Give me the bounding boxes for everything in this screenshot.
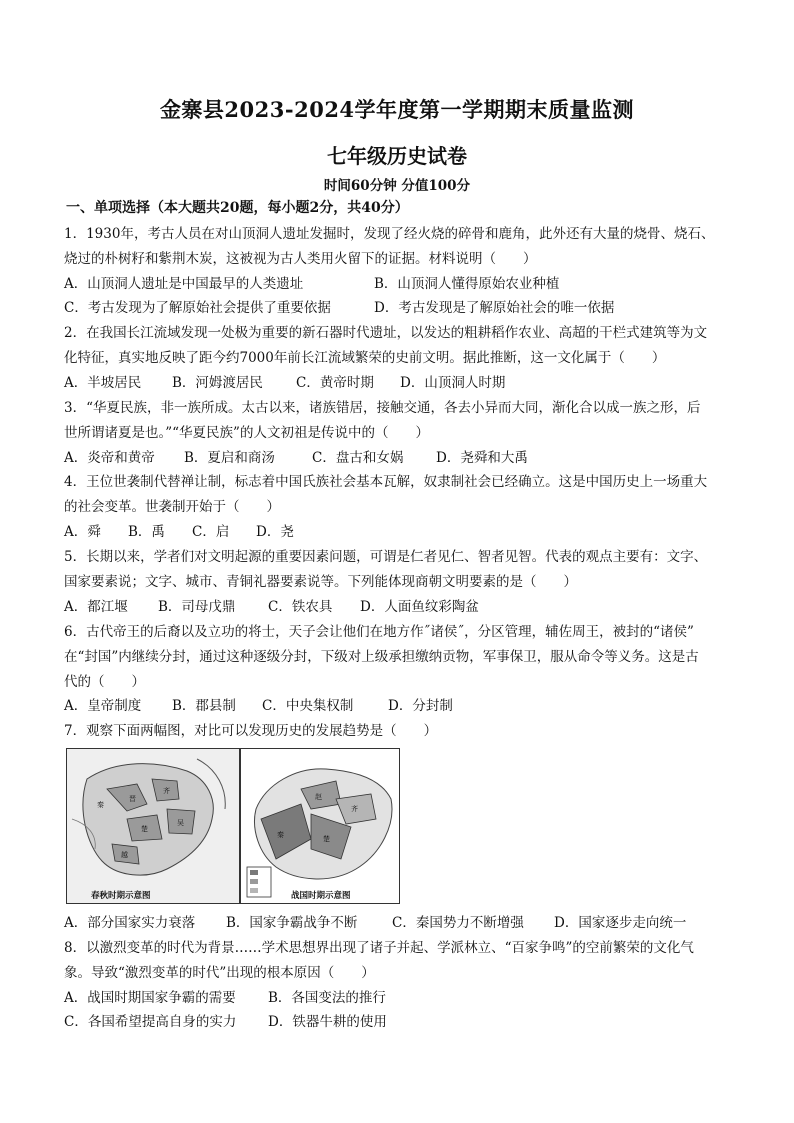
option-b[interactable]: B．山顶洞人懂得原始农业种植 xyxy=(374,275,560,292)
question-stem: 的社会变革。世袭制开始于（ ） xyxy=(64,498,280,515)
exam-title: 金寨县2023-2024学年度第一学期期末质量监测 xyxy=(159,97,635,122)
exam-meta: 时间60分钟 分值100分 xyxy=(323,178,471,194)
option-d[interactable]: D．山顶洞人时期 xyxy=(400,374,506,391)
option-row xyxy=(64,911,736,936)
svg-text:吴: 吴 xyxy=(177,819,184,827)
question-stem: 4．王位世袭制代替禅让制，标志着中国氏族社会基本瓦解，奴隶制社会已经确立。这是中国历史上一场重大 xyxy=(64,474,708,490)
question-stem: 1．1930年，考古人员在对山顶洞人遗址发掘时，发现了经火烧的碎骨和鹿角，此外还有大量的烧骨、烧石、 xyxy=(64,226,715,242)
question-stem: 烧过的朴树籽和紫荆木炭，这被视为古人类用火留下的证据。材料说明（ ） xyxy=(64,250,537,267)
question-stem: 8．以激烈变革的时代为背景……学术思想界出现了诸子并起、学派林立、“百家争鸣”的空前繁荣的文化气 xyxy=(64,940,694,956)
svg-text:齐: 齐 xyxy=(351,805,358,813)
question-3 xyxy=(64,396,736,470)
option-c[interactable]: C．考古发现为了解原始社会提供了重要依据 xyxy=(64,300,331,317)
option-c[interactable]: C．各国希望提高自身的实力 xyxy=(64,1014,237,1031)
option-d[interactable]: D．尧 xyxy=(256,523,294,540)
option-d[interactable]: D．考古发现是了解原始社会的唯一依据 xyxy=(374,300,615,317)
option-c[interactable]: C．中央集权制 xyxy=(262,698,354,715)
question-4 xyxy=(64,470,736,544)
option-a[interactable]: A．半坡居民 xyxy=(64,374,142,391)
option-a[interactable]: A．都江堰 xyxy=(64,598,128,615)
question-6 xyxy=(64,620,736,719)
question-8 xyxy=(64,936,736,1035)
svg-text:赵: 赵 xyxy=(315,793,322,801)
option-c[interactable]: C．盘古和女娲 xyxy=(312,449,404,466)
question-stem: 3．“华夏民族，非一族所成。太古以来，诸族错居，接触交通，各去小异而大同，渐化合以成一族之形，后 xyxy=(64,400,701,416)
question-stem: 世所谓诸夏是也。”“华夏民族”的人文初祖是传说中的（ ） xyxy=(64,424,429,441)
option-a[interactable]: A．炎帝和黄帝 xyxy=(64,449,155,466)
option-row xyxy=(64,1010,736,1035)
question-stem: 代的（ ） xyxy=(64,673,145,690)
question-stem: 2．在我国长江流域发现一处极为重要的新石器时代遗址，以发达的粗耕稻作农业、高超的干栏式建筑等为文 xyxy=(64,325,708,341)
svg-text:楚: 楚 xyxy=(141,825,148,833)
warring-states-map xyxy=(240,748,400,904)
map2-caption: 战国时期示意图 xyxy=(291,891,351,901)
svg-text:秦: 秦 xyxy=(97,801,104,809)
option-row xyxy=(64,446,736,471)
exam-subtitle: 七年级历史试卷 xyxy=(327,144,467,168)
question-stem: 5．长期以来，学者们对文明起源的重要因素问题，可谓是仁者见仁、智者见智。代表的观点主要有：文字、 xyxy=(64,549,708,565)
option-b[interactable]: B．司母戊鼎 xyxy=(158,598,236,615)
option-row xyxy=(64,595,736,620)
question-7-options xyxy=(64,911,736,936)
option-d[interactable]: D．人面鱼纹彩陶盆 xyxy=(360,598,479,615)
svg-text:晋: 晋 xyxy=(129,795,136,803)
map-illustration xyxy=(67,749,239,903)
question-stem: 国家要素说；文字、城市、青铜礼器要素说等。下列能体现商朝文明要素的是（ ） xyxy=(64,573,577,590)
question-stem: 化特征，真实地反映了距今约7000年前长江流域繁荣的史前文明。据此推断，这一文化属于（ ） xyxy=(64,349,666,366)
svg-text:越: 越 xyxy=(121,851,128,859)
option-b[interactable]: B．夏启和商汤 xyxy=(184,449,275,466)
option-d[interactable]: D．尧舜和大禹 xyxy=(436,449,528,466)
question-stem: 在“封国”内继续分封，通过这种逐级分封，下级对上级承担缴纳贡物，军事保卫，服从命令等义务。这是古 xyxy=(64,648,699,665)
question-1 xyxy=(64,222,736,321)
option-b[interactable]: B．禹 xyxy=(128,523,165,540)
option-row xyxy=(64,694,736,719)
option-d[interactable]: D．分封制 xyxy=(388,698,453,715)
option-d[interactable]: D．国家逐步走向统一 xyxy=(554,915,687,931)
option-a[interactable]: A．皇帝制度 xyxy=(64,698,142,715)
option-row xyxy=(64,986,736,1011)
question-5 xyxy=(64,545,736,619)
option-c[interactable]: C．秦国势力不断增强 xyxy=(392,915,524,931)
option-c[interactable]: C．黄帝时期 xyxy=(296,374,374,391)
question-stem: 7．观察下面两幅图，对比可以发现历史的发展趋势是（ ） xyxy=(64,723,438,739)
question-7 xyxy=(64,719,736,744)
svg-text:秦: 秦 xyxy=(277,831,284,839)
option-a[interactable]: A．战国时期国家争霸的需要 xyxy=(64,989,236,1006)
option-row xyxy=(64,272,736,297)
option-b[interactable]: B．各国变法的推行 xyxy=(268,989,386,1006)
map-illustration xyxy=(241,749,399,903)
option-row xyxy=(64,296,736,321)
option-d[interactable]: D．铁器牛耕的使用 xyxy=(268,1014,387,1031)
option-a[interactable]: A．部分国家实力衰落 xyxy=(64,915,196,931)
section-title: 一、单项选择（本大题共20题，每小题2分，共40分） xyxy=(66,200,409,216)
q7-maps xyxy=(66,748,400,904)
option-c[interactable]: C．铁农具 xyxy=(268,598,333,615)
option-c[interactable]: C．启 xyxy=(192,523,230,540)
spring-autumn-map xyxy=(66,748,240,904)
option-b[interactable]: B．河姆渡居民 xyxy=(172,374,263,391)
question-stem: 象。导致“激烈变革的时代”出现的根本原因（ ） xyxy=(64,964,375,981)
option-a[interactable]: A．山顶洞人遗址是中国最早的人类遗址 xyxy=(64,275,304,292)
option-row xyxy=(64,371,736,396)
option-b[interactable]: B．郡县制 xyxy=(172,698,236,715)
svg-text:楚: 楚 xyxy=(323,835,330,843)
option-a[interactable]: A．舜 xyxy=(64,523,101,540)
question-stem: 6．古代帝王的后裔以及立功的将士，天子会让他们在地方作˝诸侯˝，分区管理，辅佐周王，被封的“诸侯” xyxy=(64,624,694,640)
question-2 xyxy=(64,321,736,395)
option-b[interactable]: B．国家争霸战争不断 xyxy=(226,915,358,931)
map1-caption: 春秋时期示意图 xyxy=(91,891,151,901)
option-row xyxy=(64,520,736,545)
svg-text:齐: 齐 xyxy=(163,787,170,795)
